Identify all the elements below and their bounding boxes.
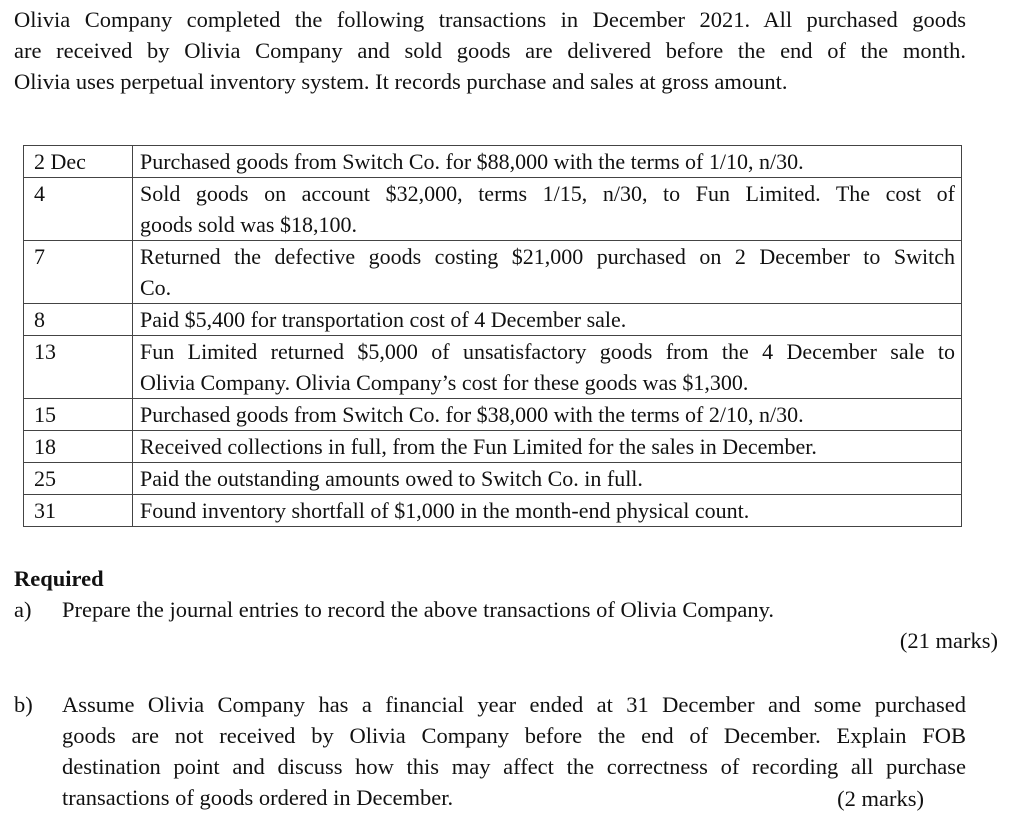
transaction-date: 7	[24, 241, 133, 304]
question-b-text	[62, 689, 966, 813]
table-row	[24, 431, 962, 463]
transaction-description	[133, 146, 962, 178]
description-line: Fun Limited returned $5,000 of unsatisfactory goods from the 4 December sale to	[140, 339, 955, 364]
question-a-marks: (21 marks)	[899, 628, 998, 653]
transaction-date: 18	[24, 431, 133, 463]
question-b-line: goods are not received by Olivia Company before the end of December. Explain FOB	[62, 723, 966, 748]
transaction-description	[133, 241, 962, 304]
description-line: Olivia Company. Olivia Company’s cost for these goods was $1,300.	[140, 370, 749, 395]
transaction-date: 15	[24, 399, 133, 431]
transaction-date: 25	[24, 463, 133, 495]
table-row	[24, 495, 962, 527]
intro-paragraph	[14, 4, 966, 97]
question-b-line: Assume Olivia Company has a financial year ended at 31 December and some purchased	[62, 692, 966, 717]
description-line: Purchased goods from Switch Co. for $88,000 with the terms of 1/10, n/30.	[140, 149, 804, 174]
required-heading: Required	[14, 566, 104, 591]
question-b-label: b)	[14, 692, 33, 717]
transactions-table	[23, 145, 962, 527]
transaction-date: 2 Dec	[24, 146, 133, 178]
intro-line: are received by Olivia Company and sold goods are delivered before the end of the month.	[14, 38, 966, 63]
description-line: Paid the outstanding amounts owed to Switch Co. in full.	[140, 466, 643, 491]
transaction-date: 31	[24, 495, 133, 527]
description-line: Found inventory shortfall of $1,000 in the month-end physical count.	[140, 498, 750, 523]
transaction-description	[133, 304, 962, 336]
question-b-marks: (2 marks)	[837, 786, 924, 811]
transaction-date: 13	[24, 336, 133, 399]
question-a-text: Prepare the journal entries to record the above transactions of Olivia Company.	[62, 597, 775, 622]
transaction-description	[133, 495, 962, 527]
question-a-label: a)	[14, 597, 32, 622]
transaction-description	[133, 336, 962, 399]
transaction-date: 4	[24, 178, 133, 241]
description-line: Paid $5,400 for transportation cost of 4 December sale.	[140, 307, 627, 332]
description-line: Co.	[140, 275, 172, 300]
description-line: Sold goods on account $32,000, terms 1/15, n/30, to Fun Limited. The cost of	[140, 181, 955, 206]
intro-line: Olivia Company completed the following transactions in December 2021. All purchased goods	[14, 7, 966, 32]
question-b-line: transactions of goods ordered in December.	[62, 785, 454, 810]
table-row	[24, 399, 962, 431]
transaction-description	[133, 178, 962, 241]
description-line: Returned the defective goods costing $21,000 purchased on 2 December to Switch	[140, 244, 955, 269]
intro-line: Olivia uses perpetual inventory system. It records purchase and sales at gross amount.	[14, 69, 788, 94]
table-row	[24, 241, 962, 304]
transaction-description	[133, 431, 962, 463]
table-row	[24, 304, 962, 336]
table-row	[24, 463, 962, 495]
table-row	[24, 336, 962, 399]
description-line: Purchased goods from Switch Co. for $38,000 with the terms of 2/10, n/30.	[140, 402, 804, 427]
transaction-description	[133, 399, 962, 431]
transaction-date: 8	[24, 304, 133, 336]
transaction-description	[133, 463, 962, 495]
question-b-line: destination point and discuss how this may affect the correctness of recording all purchase	[62, 754, 966, 779]
table-row	[24, 146, 962, 178]
description-line: Received collections in full, from the Fun Limited for the sales in December.	[140, 434, 817, 459]
table-row	[24, 178, 962, 241]
description-line: goods sold was $18,100.	[140, 212, 357, 237]
